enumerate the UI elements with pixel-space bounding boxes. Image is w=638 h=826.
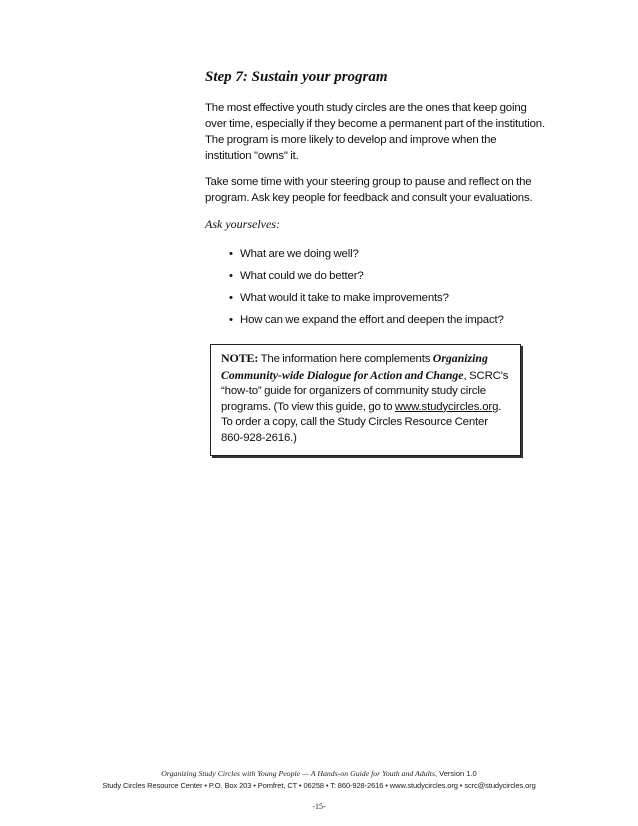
question-text: How can we expand the effort and deepen the impact? [240, 314, 504, 326]
bullet-icon: • [229, 314, 233, 326]
note-text: , SCRC's “how-to” guide for organizers of community study circle programs. (To view this guide, go to [221, 369, 509, 413]
note-label: NOTE: [221, 351, 259, 365]
list-item [229, 246, 545, 268]
note-box [210, 344, 521, 456]
footer-version: , Version 1.0 [435, 769, 477, 778]
list-item [229, 290, 545, 312]
list-item [229, 268, 545, 290]
ask-yourselves-label: Ask yourselves: [205, 217, 280, 231]
note-text: . To order a copy, call the Study Circles Resource Center 860-928-2616.) [221, 400, 502, 444]
note-text: The information here complements [258, 353, 433, 365]
footer-publication-title: Organizing Study Circles with Young People — A Hands-on Guide for Youth and Adults [161, 769, 435, 778]
question-text: What are we doing well? [240, 248, 359, 260]
page-number: -15- [312, 802, 326, 811]
question-list [205, 246, 545, 334]
step-heading: Step 7: Sustain your program [205, 69, 388, 85]
footer-publication [0, 768, 638, 779]
website-link[interactable]: www.studycircles.org [394, 400, 499, 413]
bullet-icon: • [229, 292, 233, 304]
bullet-icon: • [229, 270, 233, 282]
bullet-icon: • [229, 248, 233, 260]
guide-title: Organizing Community-wide Dialogue for Action and Change [221, 351, 488, 382]
reflection-paragraph: Take some time with your steering group to pause and reflect on the program. Ask key people for feedback and consult your evaluations. [205, 176, 533, 204]
main-content [205, 68, 545, 334]
question-text: What would it take to make improvements? [240, 292, 449, 304]
list-item [229, 312, 545, 334]
intro-paragraph: The most effective youth study circles are the ones that keep going over time, especially if they become a permanent part of the institution. The program is more likely to develop and improve when the institution "owns" it. [205, 102, 546, 162]
question-text: What could we do better? [240, 270, 364, 282]
footer-contact: Study Circles Resource Center • P.O. Box 203 • Pomfret, CT • 06258 • T: 860-928-2616 • www.studycircles.org • scrc@studycircles.org [102, 781, 536, 790]
